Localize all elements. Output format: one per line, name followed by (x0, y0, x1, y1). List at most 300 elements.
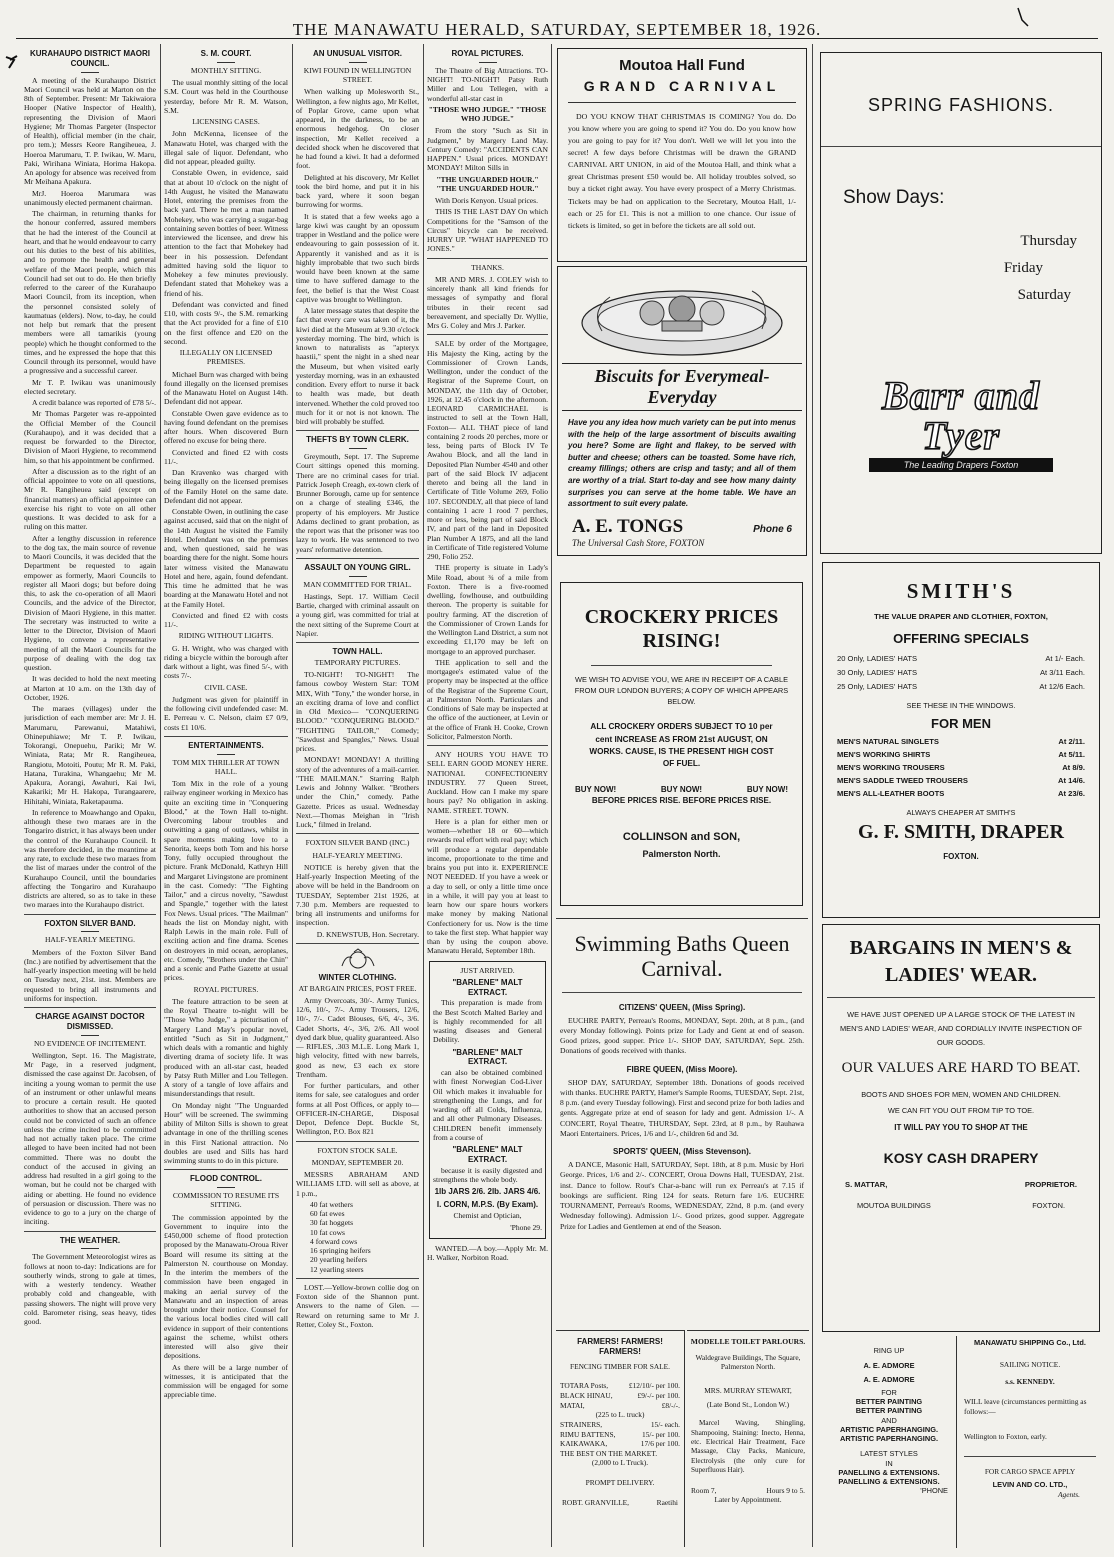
buy-now-label: BUY NOW! (660, 784, 703, 794)
special-item: MEN'S NATURAL SINGLETS (837, 737, 939, 746)
special-item: MEN'S SADDLE TWEED TROUSERS (837, 776, 968, 785)
biscuits-ad (557, 266, 807, 556)
ad-text: WE HAVE JUST OPENED UP A LARGE STOCK OF THE LATEST IN MEN'S AND LADIES' WEAR, AND CORDIALLY INVITE INSPECTION OF OUR GOODS. (840, 1010, 1082, 1048)
subheadline: FOXTON SILVER BAND (INC.) (305, 838, 410, 848)
proprietor-row (845, 1180, 1077, 1189)
ship-name: s.s. KENNEDY. (1005, 1377, 1055, 1387)
ad-text: JUST ARRIVED. (460, 965, 515, 975)
subheadline: AT BARGAIN PRICES, POST FREE. (298, 983, 417, 993)
ad-text: This preparation is made from the Best Scotch Malted Barley and is highly recommended for all wasting diseases and General Debility. (433, 998, 542, 1045)
location-town: FOXTON. (1032, 1200, 1065, 1210)
paragraph: John McKenna, licensee of the Manawatu Hotel, was charged with the illegal sale of liquor. Defendant, who did not appear, pleaded guilty. (164, 129, 288, 166)
proprietor-name: S. MATTAR, (845, 1179, 888, 1189)
firm-name: COLLINSON and SON, (622, 830, 741, 843)
list-item: 4 forward cows (310, 1236, 358, 1246)
newspaper-title: THE MANAWATU HERALD, SATURDAY, SEPTEMBER 18, 1926. (292, 20, 822, 39)
subheadline: MONTHLY SITTING. (190, 65, 262, 75)
divider (479, 62, 497, 63)
divider (349, 62, 367, 63)
buy-now-label: BUY NOW! (746, 784, 788, 794)
agent-name: LEVIN AND CO. LTD., (992, 1480, 1068, 1490)
ad-text: Later by Appointment. (714, 1495, 782, 1505)
location: MOUTOA BUILDINGS (857, 1200, 931, 1210)
show-days-heading: Show Days: (843, 187, 945, 208)
firm-town: FOXTON. (943, 852, 979, 861)
headline: THEFTS BY TOWN CLERK. (306, 435, 409, 445)
service: ARTISTIC PAPERHANGING. (840, 1424, 938, 1434)
stock-list (296, 1200, 419, 1274)
item-name: MATAI, (560, 1400, 585, 1410)
ad-subheading: FENCING TIMBER FOR SALE. (569, 1361, 671, 1371)
buy-now-row (575, 785, 788, 794)
special-price: At 8/9. (1062, 763, 1085, 772)
ad-text: Wellington to Foxton, early. (964, 1432, 1047, 1442)
paragraph: It is stated that a few weeks ago a large kiwi was caught by an opossum trapper in Westland and the police were endeavouring to gain possession of it. Apparently it vanished and as it is highly improbable that two such birds would have been known at the same time to have suffered damage to the feet, the belief is that the West Coast captive was brought to Wellington. (296, 211, 419, 304)
ad-title: SPRING FASHIONS. (867, 95, 1055, 115)
paragraph: Michael Burn was charged with being found illegally on the licensed premises of the Manawatu Hotel on August 14th. Defendant did not appear. (164, 369, 288, 407)
column-2 (164, 46, 288, 1547)
item-price: 17/6 per 100. (640, 1439, 680, 1449)
ad-text: FOR CARGO SPACE APPLY (984, 1466, 1076, 1476)
item-price: 15/- each. (650, 1419, 680, 1429)
subheadline: CIVIL CASE. (204, 682, 248, 692)
ad-title: Moutoa Hall Fund (619, 57, 745, 74)
ad-text: A DANCE, Masonic Hall, SATURDAY, Sept. 18th, at 8 p.m. Music by Hori George. Prices, 1/6 and 2/-. CONCERT, Oroua Downs Hall, TUESDAY, 21st. inst. Dance to follow. Rout's Char-a-banc will run ex Perreau's at 7.15 if bookings are sufficient. Ring 124 for seats. Return fare 1/6. EUCHRE TOURNAMENT, Perreau's Rooms, WEDNESDAY, 22nd, 8 p.m. (and every Wednesday following). Admission 1/-. Good prizes, good supper. Aggregate Prize for Ladies and Gentlemen at end of the Season. (560, 1160, 804, 1231)
column-1 (24, 46, 156, 1547)
divider (964, 1456, 1096, 1457)
paragraph: In reference to Moawhango and Opaku, although these two maraes are in the Tongariro district, it has always been under the control of the Kurahaupo Council. It was therefore decided, in the meantime at any rate, to exclude these two maraes from the list of maraes under the control of the Kurahaupo Council, until the boundaries affecting the Tongariro and Kurahaupo districts are altered, so as to take in these two maraes into the Kurahaupo district. (24, 807, 156, 910)
day-label: Thursday (1020, 233, 1077, 249)
headline: ASSAULT ON YOUNG GIRL. (304, 562, 411, 572)
paragraph: NOTICE is hereby given that the Half-yearly Inspection Meeting of the above will be held in the Bandroom on TUESDAY, September 21st 1926, at 7.30 p.m. Members are requested to bring all instruments and uniforms for inspection. (296, 862, 419, 928)
paragraph: Members of the Foxton Silver Band (Inc.) are notified by advertisement that the half-yearly inspection meeting will be held on Tuesday next, 21st. inst. Members are requested to bring all instruments and uniforms for inspection. (24, 947, 156, 1003)
store-name: The Universal Cash Store, FOXTON (572, 537, 705, 548)
mens-list (837, 737, 1085, 798)
ad-text: WILL leave (circumstances permitting as follows:— (964, 1396, 1087, 1416)
paragraph: Delighted at his discovery, Mr Kellet took the bird home, and put it in his back yard, where it soon began burrowing for worms. (296, 172, 419, 210)
ad-text: Chemist and Optician, (453, 1210, 522, 1220)
ad-text: SHOP DAY, SATURDAY, September 18th. Donations of goods received with thanks. EUCHRE PARTY, Hamer's Sample Rooms, TUESDAY, Sept. 21st, 8 p.m. (and every Tuesday following). First and second prize for both ladies and gents. Aggregate prize at end of season for lady and gent. Admission 1/-. A CONCERT, Royal Theatre, THURSDAY, Sept. 23rd, at 8 p.m., by Rauhawa Maori Entertainers. Prices, 1/6 and 1/-, children 6d and 3d. (560, 1077, 805, 1138)
ad-text: PROMPT DELIVERY. (585, 1478, 655, 1488)
paragraph: Judgment was given for plaintiff in the following civil undefended case: M. E. Perreau v. C. Nelson, claim £7 0/9, costs £1 10/6. (164, 694, 288, 732)
subheadline: KIWI FOUND IN WELLINGTON STREET. (303, 65, 412, 84)
ad-text: Waldegrave Buildings, The Square, Palmerston North. (695, 1352, 801, 1372)
paragraph: The usual monthly sitting of the local S.M. Court was held in the Courthouse yesterday, before Mr R. M. Watson, S.M. (164, 78, 288, 115)
divider (349, 448, 367, 449)
buy-now-label: BUY NOW! (575, 784, 617, 794)
special-row (837, 763, 1085, 772)
paragraph: It was decided to hold the next meeting at Marton at 10 a.m. on the 13th day of October, 1926. (24, 674, 156, 702)
paragraph: From the story "Such as Sit in Judgment," by Margery Land May. Century Comedy: "ACCIDENTS CAN HAPPEN." Usual prices. MONDAY! MONDAY! Milton Sills in (427, 126, 548, 173)
divider (81, 1248, 99, 1249)
service: BETTER PAINTING (855, 1397, 923, 1406)
paragraph: A meeting of the Kurahaupo District Maori Council was held at Marton on the 8th of September. Present: Mr Takiwaiora Hooper (Native Inspector of Health), representing the Division of Maori Hygiene; Mr Thomas Pargeter (Inspector of Health), official member (in the chair, pro tem.); Messrs Keore Rangiheuea, J. Hoeroa Marumaru, T. P. Iwikau, W. Maru, Paki, Wirihana Winiata, Horima Hakopa. An apology for absence was received from Mr Meihana Apakura. (24, 75, 156, 187)
special-row (837, 776, 1085, 785)
column-rule (292, 44, 293, 1547)
paragraph: The feature attraction to be seen at the Royal Theatre to-night will be "Those Who Judge," a picturisation of Margery Land May's popular novel, entitled "Such as Sit in Judgment," which deals with a romantic and highly diverting drama of society life. It was produced with an all-star cast, headed by Patsy Ruth Miller and Lou Tellegen. A story of a tangle of love affairs and misunderstandings that result. (164, 996, 288, 1099)
ad-title: SMITH'S (906, 579, 1016, 603)
paragraph: For further particulars, and other items for sale, see catalogues and order forms at all Post Offices, or apply to— OFFICER-IN-CHARGE, Disposal Depot, Defence Dept. Buckle St, Wellington, P.O. Box 821 (296, 1081, 419, 1137)
subheadline: MONDAY, SEPTEMBER 20. (311, 1157, 404, 1167)
paragraph: THE property is situate in Lady's Mile Road, about ¾ of a mile from Foxton. There is a five-roomed dwelling, fowlhouse, and outbuilding thereon. The property is suitable for poultry farming. AT the discretion of the Commissioner of Crown Lands for the Wellington Land District, a sum not exceeding £1,170 may be left on mortgage to an approved purchaser. (427, 563, 548, 656)
fencing-timber-ad (556, 1330, 685, 1547)
subheadline: FOXTON STOCK SALE. (317, 1145, 398, 1155)
ad-text: DO YOU KNOW THAT CHRISTMAS IS COMING? You do. Do you know where you are going to spend it? You do. Do you know how you are going to pay for it? You don't. Well we will let you into the secret! A few days before Christmas will be drawn the GRAND CARNIVAL ART UNION, in aid of the Moutoa Hall, and think what a great Christmas present £50 would be. All holiday troubles solved, so buy a ticket right away. You have every prospect of a Merry Christmas. Tickets may be had on application to the Secretary, Moutoa Hall, 1/- each or 25 for £1. This is not a million to one chance. Our issue of tickets is limited, so get in before the tickets are all sold out. (568, 112, 796, 230)
paragraph: Greymouth, Sept. 17. The Supreme Court sittings opened this morning. There are no criminal cases for trial. Patrick Joseph Creagh, ex-town clerk of Brunner Borough, came up for sentence on a charge of stealing £346, the property of his employers. Mr Justice Adams declined to grant probation, as the report was that the prisoner was too lazy to work. He was sentenced to two years' reformative detention. (296, 452, 419, 554)
paragraph: MrJ. Hoeroa Marumara was unanimously elected permanent chairman. (24, 188, 156, 207)
royal-crest-icon (338, 948, 378, 970)
item-price: £8/-/-. (661, 1400, 680, 1410)
admore-painting-ad (822, 1336, 957, 1548)
paragraph: Mr T. P. Iwikau was unanimously elected secretary. (24, 377, 156, 396)
paragraph: The chairman, in returning thanks for the honour conferred, assured members that he had the interest of the Council at heart, and that he would endeavour to carry out his duties to the best of his abilities, and to promote the health and general welfare of the Maori people, which this Council had set out to do. He then briefly referred to the career of the Kurahaupo Maori Council, from its inception, when the personnel consisted solely of kaumatuas (elders). Now, to-day, he could not help but remark that the present members were all tamarikis (young people) which he thought conformed to the times, and he expressed the hope that this Council through its personnel, would have a progressive and a successful career. (24, 209, 156, 376)
ad-subtitle: GRAND CARNIVAL (583, 78, 781, 94)
paragraph: MR AND MRS. J. COLEY wish to sincerely thank all kind friends for messages of sympathy and floral tributes in their recent sad bereavement, and specially Dr. Wyllie, Mrs G. Coley and Mrs J. Parker. (427, 274, 548, 330)
headline: ENTERTAINMENTS. (188, 740, 264, 750)
paragraph: The Theatre of Big Attractions. TO-NIGHT! TO-NIGHT! Patsy Ruth Miller and Lou Tellegen, with a wonderful all-star cast in (427, 65, 548, 103)
paragraph: Convicted and fined £2 with costs 11/-. (164, 447, 288, 466)
ad-text: IN (885, 1458, 893, 1468)
paragraph: Defendant was convicted and fined £10, with costs 9/-, the S.M. remarking that the Act provided for a fine of £10 on the first offence and £20 on the second. (164, 299, 288, 346)
price-row (560, 1381, 680, 1391)
chemist-name: I. CORN, M.P.S. (By Exam). (436, 1199, 539, 1209)
item-price: 15/- per 100. (642, 1429, 680, 1439)
list-item: 12 yearling steers (310, 1264, 364, 1274)
headline: KURAHAUPO DISTRICT MAORI COUNCIL. (30, 49, 150, 68)
divider (81, 931, 99, 932)
specials-list (837, 654, 1085, 691)
modelle-toilet-ad (687, 1330, 809, 1547)
column-rule (160, 44, 161, 1547)
special-row (837, 682, 1085, 691)
phone: Phone 6 (753, 523, 792, 535)
proprietor-name: MRS. MURRAY STEWART, (704, 1386, 792, 1396)
ad-heading: FOR MEN (931, 716, 991, 731)
price: 1lb JARS 2/6. 2lb. JARS 4/6. (434, 1187, 541, 1196)
ad-text: ALWAYS CHEAPER AT SMITH'S (906, 808, 1016, 817)
paragraph: MESSRS ABRAHAM AND WILLIAMS LTD. will sell as above, at 1 p.m., (296, 1170, 419, 1198)
special-price: At 5/11. (1058, 750, 1085, 759)
price-row (560, 1410, 680, 1420)
ad-heading: "BARLENE" MALT EXTRACT. (452, 1047, 523, 1067)
subheadline: THANKS. (471, 262, 504, 272)
ad-heading: OUR VALUES ARE HARD TO BEAT. (841, 1060, 1081, 1077)
price-row (560, 1391, 680, 1401)
price-list (560, 1381, 680, 1468)
paragraph: On Monday night "The Unguarded Hour" will be screened. The swimming ability of Milton Sills is shown to great advantage in one of the thrilling scenes in this First National attraction. No doubles are used and Sills has hard swimming stunts to do in this picture. (164, 1100, 288, 1165)
special-price: At 14/6. (1057, 776, 1085, 785)
headline: WINTER CLOTHING. (318, 972, 397, 982)
divider (427, 745, 548, 746)
column-rule (551, 44, 552, 1547)
biscuit-illustration-icon (562, 271, 802, 361)
price-row (560, 1458, 680, 1468)
divider (827, 997, 1095, 998)
headline: ROYAL PICTURES. (451, 49, 524, 58)
paragraph: G. H. Wright, who was charged with riding a bicycle within the borough after dark without a light, was fined 5/-, with costs 7/-. (164, 643, 288, 681)
signature: D. KNEWSTUB, Hon. Secretary. (316, 929, 419, 939)
malt-extract-ad (429, 961, 546, 1240)
day-label: Friday (1003, 260, 1043, 276)
ad-text: EUCHRE PARTY, Perreau's Rooms, MONDAY, Sept. 20th, at 8 p.m., (and every Monday following). Points prize for Lady and Gent at end of season. Good prizes, good supper. Price 1/-. SHOP DAY, SATURDAY, Sept. 25th. Donations of goods received with thanks. (560, 1015, 804, 1056)
logo-tagline: The Leading Drapers Foxton (869, 458, 1053, 472)
divider (568, 102, 796, 103)
headline: FLOOD CONTROL. (190, 1174, 262, 1184)
day-label: Saturday (1017, 287, 1071, 303)
divider (591, 665, 772, 666)
special-row (837, 750, 1085, 759)
paragraph: Mr Thomas Pargeter was re-appointed the Official Member of the Council (Kurahaupo), and it was decided that a request be forwarded to the Director, Division of Maori Hygiene, to recommend him, so that his appointment be confirmed. (24, 409, 156, 465)
paragraph: A credit balance was reported of £78 5/-. (32, 398, 156, 407)
column-4 (427, 46, 548, 1547)
divider (24, 1231, 156, 1232)
kosy-drapery-ad (822, 924, 1100, 1332)
subheadline: TEMPORARY PICTURES. (314, 657, 401, 667)
list-item: 16 springing heifers (310, 1246, 371, 1255)
firm-name: G. F. SMITH, DRAPER (858, 821, 1064, 843)
ad-text: AND (881, 1415, 897, 1425)
item-name: THE BEST ON THE MARKET. (560, 1448, 658, 1458)
special-price: At 12/6 Each. (1039, 682, 1085, 691)
special-item: MEN'S WORKING TROUSERS (837, 763, 945, 772)
ad-title: Swimming Baths Queen Carnival. (574, 931, 790, 982)
paragraph: ANY HOURS YOU HAVE TO SELL EARN GOOD MONEY HERE. NATIONAL CONFECTIONERY INDUSTRY. 77 Queen Street, Auckland. How can I make my spare hours pay? No obligation in asking. NAME. STREET. TOWN. (427, 750, 548, 815)
ad-text: ALL CROCKERY ORDERS SUBJECT TO 10 per cent INCREASE AS FROM 21st AUGUST, ON WORKS. CAUSE, IS THE PRESENT HIGH COST OF FUEL. (589, 722, 774, 769)
price-row (560, 1420, 680, 1430)
phone: 'PHONE (920, 1486, 948, 1496)
ad-text: because it is easily digested and strengthens the whole body. (433, 1165, 542, 1184)
divider (296, 430, 419, 431)
paragraph: The maraes (villages) under the jurisdiction of each member are: Mr J. H. Marumaru, Parewanui, Matahiwi, Ohinepuhiawe; Mr T. P. Iwikau, Tokorangi, Onepuehu, Pariki; Mr W. Winiata, Rata; Mr R. Rangiheuea, Rangiotu, Motoiti, Poutu; Mr R. M. Paki, Hatana, Turakina, Whangaehu; Mr M. Apakura, Aorangi, Awahuri, Kai Iwi, Kakariki; Mr H. Hakopa, Turangaarere, Hihitahi, Winiata, Raketapauma. (24, 704, 156, 806)
special-price: At 3/11 Each. (1039, 668, 1085, 677)
divider (562, 992, 802, 993)
divider (164, 1169, 288, 1170)
item-name: RIMU BATTENS, (560, 1429, 616, 1439)
signature: ROBT. GRANVILLE, (562, 1497, 629, 1507)
queen-heading: FIBRE QUEEN, (Miss Moore). (626, 1064, 738, 1074)
merchant-name: A. E. TONGS (572, 515, 684, 537)
subheadline: NO EVIDENCE OF INCITEMENT. (33, 1038, 147, 1048)
item-price: £12/10/- per 100. (628, 1381, 680, 1391)
subheadline: ROYAL PICTURES. (193, 984, 259, 994)
divider (296, 1278, 419, 1279)
paragraph: THE application to sell and the mortgagee's estimated value of the property may be inspected at the office of the Registrar of the Supreme Court, at Palmerston North. Particulars and Conditions of Sale may be inspected at the office of the auctioneer, at Levin or at the office of Frank H. Cooke, Crown Solicitor, Palmerston North. (427, 657, 548, 741)
special-item: 25 Only, LADIES' HATS (837, 682, 918, 691)
ad-title: CROCKERY PRICES RISING! (584, 606, 779, 652)
crockery-ad (560, 582, 803, 906)
ad-text: can also be obtained combined with finest Norwegian Cod-Liver Oil which makes it invaluable for strengthening the Lungs, and for warding off all Colds, Influenza, and all other Pulmonary Diseases. CHILDREN benefit immensely from a course of (433, 1068, 542, 1142)
subheadline: LICENSING CASES. (192, 117, 260, 126)
service: PANELLING & EXTENSIONS. (838, 1467, 940, 1477)
item-price: £9/-/- per 100. (637, 1391, 680, 1401)
paragraph: THIS IS THE LAST DAY On which Competitions for the "Samson of the Circus" bicycle can be received. HURRY UP. "WHAT HAPPENED TO JONES." (427, 207, 548, 254)
special-row (837, 737, 1085, 746)
shipping-notice-ad (960, 1336, 1100, 1548)
paragraph: TO-NIGHT! TO-NIGHT! The famous cowboy Western Star: TOM MIX, With "Tony," the wonder horse, in an exciting drama of love and conflict in Old Mexico— "CONQUERING BLOOD." "CONQUERING BLOOD." "FIGHTING TAILOR," Comedy; "Sawdust and Spangles," News. Usual prices. (296, 670, 419, 753)
divider (217, 1187, 235, 1188)
signature-row (562, 1498, 678, 1508)
ad-text: WE WISH TO ADVISE YOU, WE ARE IN RECEIPT OF A CABLE FROM OUR LONDON BUYERS; A COPY OF WHICH APPEARS BELOW. (574, 675, 789, 707)
ad-heading: "BARLENE" MALT EXTRACT. (452, 1145, 523, 1164)
film-title: "THOSE WHO JUDGE." "THOSE WHO JUDGE." (428, 104, 547, 123)
moutoa-hall-ad (557, 48, 807, 262)
paragraph: SALE by order of the Mortgagee, His Majesty the King, acting by the Commissioner of Crown Lands, Wellington, under the conduct of the Registrar of the Supreme Court, on MONDAY, the 11th day of October, 1926, at 12.45 o'clock in the afternoon. LEONARD CARMICHAEL is instructed to sell at the Town Hall, Foxton— ALL THAT piece of land containing 2 roods 20 perches, more or less, being parts of Block IV Te Awahou Block, and all the land in Deposited Plan Number 4540 and other part of the said Block IV adjacent thereto and being all the land in Certificate of Title Volume 269, Folio 107. SECONDLY, all that piece of land containing 1 acre 1 rood 7 perches, more or less, being part of said Block IV, and part of the land in Deposited Plan Number A 1875, and all the land in Certificate of Title registered Volume 290, Folio 252. (427, 339, 548, 561)
special-item: MEN'S ALL-LEATHER BOOTS (837, 789, 945, 798)
ad-text: Marcel Waving, Shingling, Shampooing, Staining: Inecto, Henna, etc. Electrical Hair Treatment, Face Massage, Clay Packs, Manicure, Electrolysis (the only cure for Superfluous Hair). (691, 1419, 805, 1475)
location-row (857, 1201, 1065, 1210)
ad-text: LATEST STYLES (860, 1449, 918, 1459)
divider (296, 833, 419, 834)
paragraph: The Government Meteorologist wires as follows at noon to-day: Indications are for southerly winds, strong to gale at times, with a westerly tendency. Weather probably cold and changeable, with passing showers. The night will prove very cold. Barometer rising, seas heavy, tides good. (24, 1252, 156, 1326)
divider (821, 146, 1101, 147)
logo-wordmark: Barr and Tyer (881, 373, 1041, 458)
ad-heading: MANAWATU SHIPPING Co., Ltd. (974, 1338, 1086, 1347)
firm-name: A. E. ADMORE (863, 1374, 915, 1384)
divider (296, 558, 419, 559)
service: ARTISTIC PAPERHANGING. (840, 1434, 938, 1443)
paragraph: With Doris Kenyon. Usual prices. (435, 196, 539, 205)
divider (296, 1141, 419, 1142)
special-row (837, 668, 1085, 677)
paragraph: Constable Owen, in outlining the case against accused, said that on the night of the 14th August he visited the Family Hotel. Defendant was on the premises and, when questioned, said he was boarding there for the night. Some hours later witness visited the Manawatu Hotel and here, again, found defendant. This time he admitted that he was boarding at the Manawatu Hotel and not at the Family Hotel. (164, 507, 288, 609)
firm-name: KOSY CASH DRAPERY (883, 1149, 1039, 1166)
subheadline: TOM MIX THRILLER AT TOWN HALL. (172, 757, 280, 776)
paragraph: Constable Owen gave evidence as to having found defendant on the premises after hours. When discovered Burn offered no excuse for being there. (164, 408, 288, 446)
hours-row (691, 1486, 805, 1496)
divider (296, 642, 419, 643)
headline: AN UNUSUAL VISITOR. (312, 49, 403, 58)
ad-heading: "BARLENE" MALT EXTRACT. (452, 977, 523, 997)
paragraph: Hastings, Sept. 17. William Cecil Bartie, charged with criminal assault on a young girl, was committed for trial at the next sitting of the Supreme Court at Napier. (296, 591, 419, 638)
firm-town: Palmerston North. (642, 848, 721, 859)
list-item: 40 fat wethers (310, 1199, 354, 1209)
ad-subtitle: THE VALUE DRAPER AND CLOTHIER, FOXTON, (874, 612, 1048, 621)
paragraph: MONDAY! MONDAY! A thrilling story of the adventures of a mail-carrier. "THE MAILMAN." Starring Ralph Lewis and Johnny Walker. "Brothers under the Chin," comedy. Pathe Gazette. Prices as usual. Wednesday Next.—Thomas Meighan in "Irish Luck," filmed in Ireland. (296, 755, 419, 829)
special-item: MEN'S WORKING SHIRTS (837, 750, 931, 759)
queen-heading: SPORTS' QUEEN, (Miss Stevenson). (613, 1147, 751, 1157)
subheadline: RIDING WITHOUT LIGHTS. (178, 631, 274, 641)
item-name: (2,000 to L Truck). (591, 1458, 649, 1468)
service: PANELLING & EXTENSIONS. (838, 1477, 940, 1486)
subheadline: ILLEGALLY ON LICENSED PREMISES. (179, 348, 273, 367)
hours: Hours 9 to 5. (766, 1485, 805, 1495)
list-item: 10 fat cows (310, 1227, 346, 1237)
paragraph: After a discussion as to the right of an official appointee to vote on all questions, Mr R. Rangiheuea said (except on financial matters) an official appointee can exercise his right to vote on all other questions. It was decided to ask for a ruling on this matter. (24, 466, 156, 532)
ad-text: Agents. (1058, 1490, 1080, 1499)
headline: CHARGE AGAINST DOCTOR DISMISSED. (35, 1012, 145, 1031)
special-row (837, 789, 1085, 798)
ad-text: WE CAN FIT YOU OUT FROM TIP TO TOE. (887, 1105, 1035, 1115)
ad-title: BARGAINS IN MEN'S & LADIES' WEAR. (849, 937, 1073, 986)
ad-text: FOR (881, 1387, 897, 1397)
special-row (837, 654, 1085, 663)
subheadline: HALF-YEARLY MEETING. (312, 850, 403, 860)
paragraph: LOST.—Yellow-brown collie dog on Foxton side of the Shannon punt. Answers to the name of Glen. —Reward on returning same to Mr J. Retter, Coley St., Foxton. (296, 1282, 419, 1329)
ad-text: SAILING NOTICE. (999, 1359, 1061, 1369)
headline: S. M. COURT. (200, 49, 252, 58)
paragraph: Here is a plan for either men or women—whether 18 or 60—which rewards real effort with real pay; which will produce a regular dependable income, proportionate to the time and brains you put into it. EXPERIENCE NOT NEEDED. If you have a week or a day to sell, or only a little time once in a while, it will pay you at least to learn how our spare hours workers make money by making National Confectionery for us. Now is the time to take the first step. What happier way than by using the coupon above. Manawatu Herald, September 18th. (427, 816, 548, 956)
pen-mark-icon (4, 54, 20, 70)
divider (24, 914, 156, 915)
ad-heading: OFFERING SPECIALS (893, 631, 1029, 646)
ad-text: IT WILL PAY YOU TO SHOP AT THE (894, 1122, 1028, 1132)
list-item: 60 fat ewes (310, 1209, 345, 1218)
price-row (560, 1439, 680, 1449)
divider (164, 736, 288, 737)
paragraph: As there will be a large number of witnesses, it is anticipated that the commission will be engaged for some appreciable time. (164, 1362, 288, 1400)
ad-text: BOOTS AND SHOES FOR MEN, WOMEN AND CHILDREN. (861, 1090, 1061, 1100)
subheadline: HALF-YEARLY MEETING. (44, 935, 136, 945)
divider (296, 943, 419, 944)
divider (427, 334, 548, 335)
headline: TOWN HALL. (332, 647, 383, 656)
paragraph: Constable Owen, in evidence, said that at about 10 o'clock on the night of 14th August, he visited the Manawatu Hotel, entering the premises from the back yard. There he met a man named Mohekey, who was carrying a sugar-bag containing seven bottles of beer. Witness interviewed the licensee, and drew his attention to the fact that Mohekey had beer in his possession. Defendant admitted having sold the liquor to Mohekey a few minutes previously. Defendant stated that Mohekey was a friend of his. (164, 168, 288, 298)
price-row (560, 1430, 680, 1440)
divider (217, 62, 235, 63)
ad-heading: FARMERS! FARMERS! FARMERS! (577, 1337, 663, 1357)
queen-heading: CITIZENS' QUEEN, (Miss Spring). (618, 1002, 746, 1012)
room: Room 7, (691, 1485, 717, 1495)
item-name: KAIKAWAKA, (560, 1439, 608, 1449)
paragraph: The commission appointed by the Government to inquire into the £450,000 scheme of flood protection proposed by the Manawatu-Oroua River Board will resume its sitting at the Palmerston N. courthouse on Monday. In the interim the members of the commission have been engaged in making an aerial survey of the Manawatu and an inspection of areas brought under their notice. Counsel for the various local bodies cited will call evidence in support of their contentions against the scheme, whilst others interested will also give their depositions. (164, 1212, 288, 1361)
list-item: 20 yearling heifers (310, 1255, 367, 1265)
special-price: At 2/11. (1058, 737, 1085, 746)
list-item: 30 fat hoggets (310, 1218, 354, 1228)
swimming-carnival-ad (556, 918, 808, 1325)
item-name: (225 to L. truck) (595, 1410, 645, 1420)
item-name: STRAINERS, (560, 1419, 603, 1429)
price-row (560, 1401, 680, 1411)
column-3 (296, 46, 419, 1547)
special-price: At 1/- Each. (1045, 654, 1085, 663)
service: BETTER PAINTING (855, 1406, 923, 1416)
paragraph: Wellington, Sept. 16. The Magistrate, Mr Page, in a reserved judgment, dismissed the case against Dr. Jacobsen, of inciting a young woman to permit the use of an instrument or other unlawful means to procure a certain result. He quoted authorities to show that an accused person could not be convicted of such an offence unless the crime incited to be committed had not actually taken place. The crime alleged to have been incited had not been committed. There was no doubt the conduct of the accused in giving an address had resulted in a girl going to the woman, but he could not be charged with aiding or abetting. He found no evidence of persuasion or discussion. There was no evidence to go to a jury on the charge of inciting. (24, 1050, 156, 1227)
paragraph: Tom Mix in the role of a young railway engineer working in Mexico has quite an exciting time in "Conquering Blood," at the Town Hall to-night. Overcoming labour troubles and outwitting a gang of outlaws, whilst in spare moments making love to a Senorita, keeps both Tom and his horse Tony, fully occupied throughout the picture. Frank McDonald, Kathryn Hill and Margaret Livingstone are prominent in the cast. Comedy: "The Fighting Tailor," and a circus novelty, "Sawdust and Spangle," together with the latest Fox News. Usual prices. "The Mailman" heads the list on Monday night, with Ralph Lewis in the main role. Full of exciting action and fine drama. Scenes on destroyers in mid ocean, aeroplanes, etc. Comedy, "Brothers under the Chin" and a scenic and Pathe Gazette at usual prices. (164, 779, 288, 983)
paragraph: Convicted and fined £2 with costs 11/-. (164, 610, 288, 629)
paragraph: Dan Kravenko was charged with being illegally on the licensed premises of the Family Hotel on the same date. Defendant did not appear. (164, 468, 288, 505)
spring-fashions-ad (820, 52, 1102, 554)
paragraph: A later message states that despite the fact that every care was taken of it, the kiwi died at the Museum at 9.30 o'clock yesterday morning. The bird, which is known to naturalists as "apteryx haastii," spent the night in a shed near the Museum, but when visited early yesterday morning, was in an exhausted condition. Every effort to nurse it back to health was made, but death intervened. Whether the cold proved too much for it or not is not known. The bird will probably be stuffed. (296, 306, 419, 426)
divider (349, 576, 367, 577)
ad-text: Have you any idea how much variety can be put into menus with the help of the large assortment of biscuits awaiting you here? Some are light and flakey, to be served with butter and cheese; others can be toasted. Some have rich, creamy fillings; others are crisp and tasty; and all of them are worthy of a trial. Start to-day and see how many dainty surprises you can serve at the home table. We have an assortment to suit every palate. (568, 418, 796, 509)
signature-town: Raetihi (656, 1497, 678, 1507)
special-item: 30 Only, LADIES' HATS (837, 668, 918, 677)
ad-headline: Biscuits for Everymeal-Everyday (562, 363, 802, 411)
masthead-rule (16, 38, 1098, 39)
divider (427, 258, 548, 259)
paragraph: WANTED.—A boy.—Apply Mr. M. H. Walker, Norbiton Road. (427, 1244, 548, 1263)
column-rule (423, 44, 424, 1547)
subheadline: MAN COMMITTED FOR TRIAL. (303, 579, 412, 589)
price-row (560, 1449, 680, 1459)
film-title: "THE UNGUARDED HOUR." "THE UNGUARDED HOUR." (436, 174, 539, 193)
proprietor-label: PROPRIETOR. (1024, 1179, 1077, 1189)
item-name: TOTARA Posts, (560, 1381, 609, 1391)
ad-text: BEFORE PRICES RISE. BEFORE PRICES RISE. (591, 795, 772, 805)
smiths-draper-ad (822, 562, 1100, 918)
divider (24, 1007, 156, 1008)
ad-text: RING UP (873, 1346, 905, 1355)
divider (81, 72, 99, 73)
barr-tyer-logo (851, 373, 1071, 472)
special-price: At 23/6. (1057, 789, 1085, 798)
headline: FOXTON SILVER BAND. (44, 918, 136, 928)
paragraph: When walking up Molesworth St., Wellington, a few nights ago, Mr Kellet, of Poplar Grove, came upon what appeared, in the darkness, to be an enormous hedgehog. On closer inspection, Mr Kellet received a decided shock when he discovered that he had found a kiwi. It had a deformed foot. (296, 87, 419, 171)
column-rule (812, 44, 813, 1547)
ad-text: SEE THESE IN THE WINDOWS. (906, 701, 1016, 710)
special-item: 20 Only, LADIES' HATS (837, 654, 918, 663)
divider (81, 1035, 99, 1036)
